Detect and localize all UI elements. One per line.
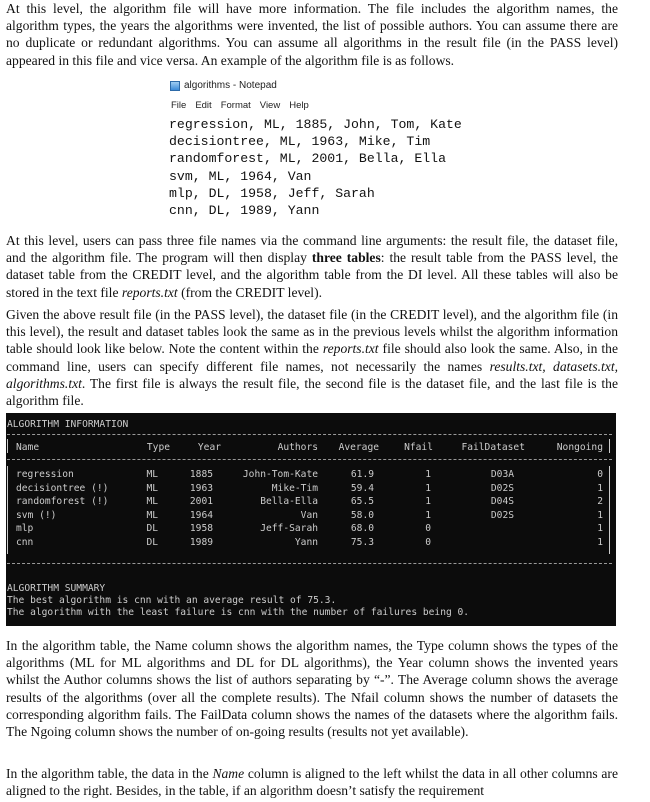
col-faildataset-cell: D03A — [490, 469, 514, 480]
alignment-paragraph — [6, 765, 618, 799]
table-border — [609, 439, 610, 453]
col-nfail-cell: 1 — [425, 509, 431, 521]
tables-paragraph — [6, 306, 618, 409]
col-nfail-cell: 0 — [425, 523, 431, 534]
col-authors-cell: Jeff-Sarah — [260, 523, 318, 534]
intro-paragraph: At this level, the algorithm file will have more information. The file includes the algorithm names, the algorithm types, the years the algorithms were invented, the list of possible authors. You can assume there are no duplicate or redundant algorithms. You can assume all algorithms in the result file (in the PASS level) appeared in this file and vice versa. An example of the algorithm file is as follows. — [6, 1, 618, 68]
summary-line: The best algorithm is cnn with an average result of 75.3. — [7, 595, 337, 606]
table-border — [609, 466, 610, 554]
notepad-icon — [170, 81, 180, 91]
notepad-line: cnn, DL, 1989, Yann — [169, 203, 320, 219]
table-divider — [7, 434, 612, 435]
text-run: . The first file is always the result file, the second file is the dataset file, and the last file is the algorithm file. — [6, 375, 618, 409]
col-type-cell: ML — [146, 469, 158, 480]
notepad-window — [168, 78, 468, 218]
notepad-title: algorithms - Notepad — [184, 80, 277, 91]
col-type-cell: DL — [146, 523, 158, 534]
col-name-cell: decisiontree (!) — [16, 482, 109, 494]
col-nongoing-cell: 1 — [597, 509, 603, 521]
text-run: At this level, users can pass three file names via the command line arguments: the result file, the dataset file, and the algorithm file. The program will then display — [6, 233, 618, 266]
col-average-cell: 58.0 — [350, 509, 374, 521]
col-authors-cell: Yann — [294, 536, 318, 548]
col-authors-cell: John-Tom-Kate — [242, 469, 318, 480]
summary-heading: ALGORITHM SUMMARY — [7, 583, 106, 594]
col-type-cell: ML — [146, 509, 158, 521]
col-type-cell: DL — [146, 536, 158, 548]
text-italic: Name — [212, 766, 245, 781]
col-authors-cell: Bella-Ella — [260, 496, 318, 507]
col-nfail-header: Nfail — [404, 442, 433, 453]
menu-view[interactable]: View — [259, 100, 281, 111]
notepad-line: svm, ML, 1964, Van — [169, 168, 312, 184]
col-year-cell: 1885 — [189, 469, 213, 480]
col-year-cell: 2001 — [189, 496, 213, 507]
col-nongoing-header: Nongoing — [556, 442, 603, 453]
col-faildataset-header: FailDataset — [461, 442, 525, 453]
col-type-header: Type — [146, 442, 170, 453]
col-name-cell: mlp — [16, 523, 34, 534]
notepad-line: mlp, DL, 1958, Jeff, Sarah — [169, 185, 375, 201]
col-average-cell: 59.4 — [350, 482, 374, 494]
col-name-cell: regression — [16, 469, 74, 480]
col-name-cell: cnn — [16, 536, 34, 548]
summary-line: The algorithm with the least failure is cnn with the number of failures being 0. — [7, 607, 470, 618]
text-run: Given the above result file (in the PASS level), the dataset file (in the CREDIT level), and the algorithm file (in this level), the result and dataset tables look the same as in the previous levels whilst the algorithm information table should look like below. Note the content within the — [6, 307, 618, 357]
terminal-output — [6, 413, 616, 626]
usage-paragraph — [6, 232, 618, 301]
col-average-header: Average — [338, 442, 379, 453]
col-authors-header: Authors — [277, 442, 318, 453]
text-run: column is aligned to the left whilst the data in all other columns are aligned to the right. Besides, in the table, if an algorithm doesn’t satisfy the requirement — [6, 766, 618, 799]
col-name-header: Name — [16, 442, 40, 453]
col-name-cell: svm (!) — [16, 509, 57, 521]
col-faildataset-cell: D02S — [490, 509, 514, 521]
notepad-content — [169, 116, 462, 219]
col-average-cell: 61.9 — [350, 469, 374, 480]
menu-help[interactable]: Help — [289, 100, 309, 111]
col-year-cell: 1989 — [189, 536, 213, 548]
col-nongoing-cell: 1 — [597, 523, 603, 534]
menu-format[interactable]: Format — [220, 100, 251, 111]
notepad-menubar — [171, 100, 309, 111]
col-nfail-cell: 1 — [425, 469, 431, 480]
col-faildataset-cell: D02S — [490, 482, 514, 494]
col-average-cell: 75.3 — [350, 536, 374, 548]
text-italic: results.txt, datasets.txt, algorithms.txt — [6, 358, 618, 391]
col-average-cell: 65.5 — [350, 496, 374, 507]
text-run: : the result table from the PASS level, the dataset table from the CREDIT level, and the algorithm table from the DI level. All these tables will also be stored in the text file — [6, 250, 618, 300]
col-name-cell: randomforest (!) — [16, 496, 109, 507]
col-nfail-cell: 0 — [425, 536, 431, 548]
explanation-paragraph: In the algorithm table, the Name column shows the algorithm names, the Type column shows the types of the algorithms (ML for ML algorithms and DL for DL algorithms), the Year column shows the invented years whilst the Author columns shows the list of authors separating by “-”. The Average column shows the average results of the algorithms (over all the complete results). The Nfail column shows the number of datasets the corresponding algorithm fails. The FailData column shows the names of the datasets where the algorithm fails. The Ngoing column shows the number of on-going results (results not yet available). — [6, 638, 618, 740]
notepad-line: randomforest, ML, 2001, Bella, Ella — [169, 151, 446, 167]
notepad-titlebar — [170, 80, 277, 91]
col-authors-cell: Mike-Tim — [271, 482, 318, 494]
col-nfail-cell: 1 — [425, 482, 431, 494]
col-faildataset-cell: D04S — [490, 496, 514, 507]
col-nongoing-cell: 1 — [597, 482, 603, 494]
text-run: In the algorithm table, the data in the — [6, 766, 213, 781]
table-border — [7, 439, 8, 453]
col-year-header: Year — [197, 442, 221, 453]
text-italic: reports.txt — [322, 341, 379, 357]
col-year-cell: 1958 — [189, 523, 213, 534]
col-nongoing-cell: 2 — [597, 496, 603, 507]
col-nongoing-cell: 1 — [597, 536, 603, 548]
col-average-cell: 68.0 — [350, 523, 374, 534]
table-border — [7, 466, 8, 554]
col-type-cell: ML — [146, 496, 158, 507]
col-nongoing-cell: 0 — [597, 469, 603, 480]
col-type-cell: ML — [146, 482, 158, 494]
col-year-cell: 1963 — [189, 482, 213, 494]
col-nfail-cell: 1 — [425, 496, 431, 507]
notepad-line: decisiontree, ML, 1963, Mike, Tim — [169, 134, 431, 150]
notepad-line: regression, ML, 1885, John, Tom, Kate — [169, 117, 462, 132]
table-divider — [7, 459, 612, 460]
text-bold: three tables — [311, 250, 381, 266]
menu-edit[interactable]: Edit — [195, 100, 212, 111]
col-year-cell: 1964 — [189, 509, 213, 521]
text-run: (from the CREDIT level). — [177, 284, 323, 300]
terminal-heading: ALGORITHM INFORMATION — [7, 419, 129, 430]
col-authors-cell: Van — [300, 509, 318, 521]
menu-file[interactable]: File — [171, 100, 187, 111]
text-run: file should also look the same. Also, in the command line, users can specify different file names, not necessarily the names — [6, 341, 618, 374]
text-italic: reports.txt — [121, 284, 178, 300]
table-divider — [7, 563, 612, 564]
